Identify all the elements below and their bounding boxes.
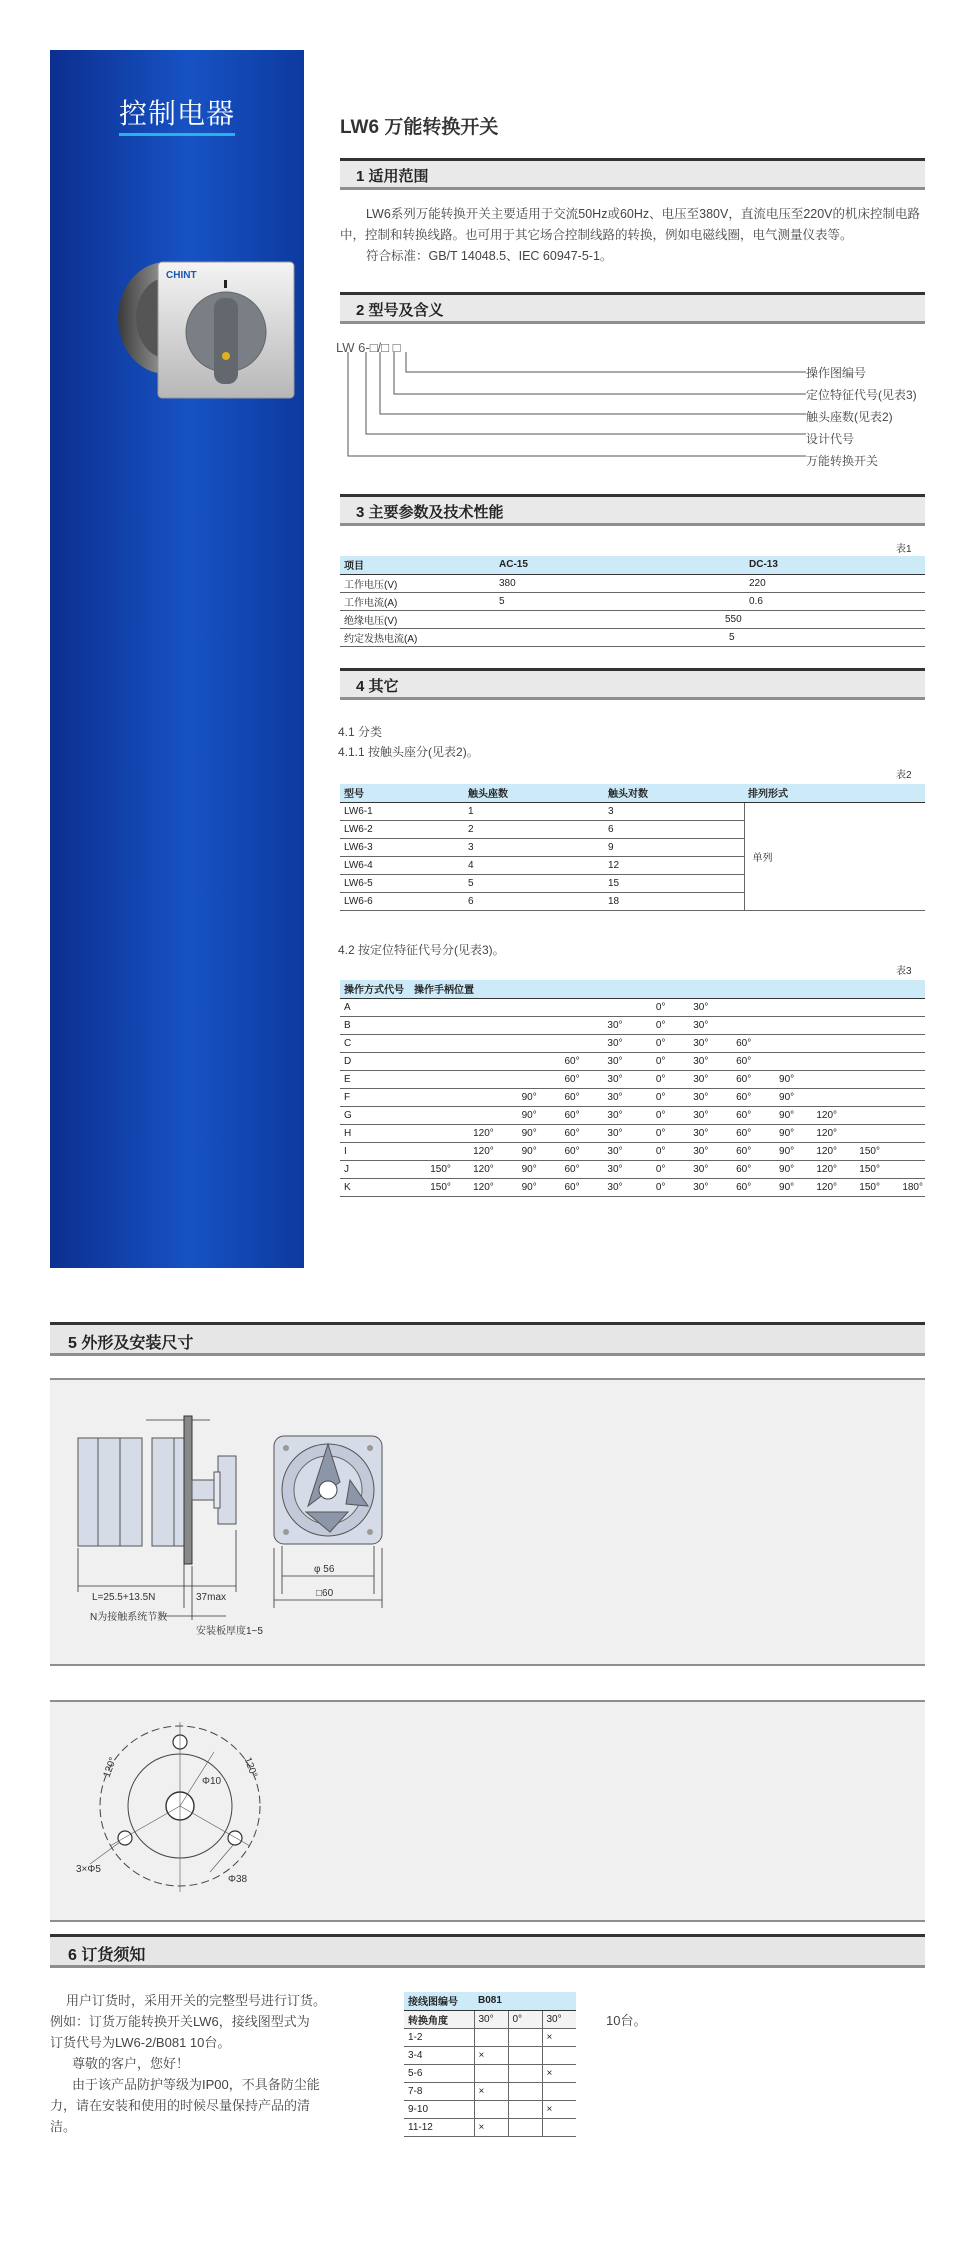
table-row <box>404 2082 576 2100</box>
table-cell: 2 <box>464 820 604 838</box>
angle-cell: 30° <box>667 1142 710 1160</box>
angle-cell <box>710 998 753 1016</box>
table-header-cell: DC-13 <box>745 556 925 574</box>
table-cell: G <box>340 1106 410 1124</box>
table-row <box>340 1016 925 1034</box>
table-cell: LW6-5 <box>340 874 464 892</box>
table1-caption: 表1 <box>896 544 912 555</box>
svg-text:CHINT: CHINT <box>166 270 197 281</box>
table-cell: F <box>340 1088 410 1106</box>
angle-cell: 90° <box>753 1142 796 1160</box>
table-row <box>340 628 925 646</box>
dimension-panel-2 <box>50 1700 925 1922</box>
angle-cell <box>839 1052 882 1070</box>
table-cell: 单列 <box>744 802 925 910</box>
angle-cell: 0° <box>625 1016 668 1034</box>
table-row <box>340 1178 925 1196</box>
angle-cell: 30° <box>582 1052 625 1070</box>
table-row <box>404 2118 576 2136</box>
angle-cell <box>839 1106 882 1124</box>
angle-cell <box>410 1088 453 1106</box>
angle-cell: 30° <box>582 1160 625 1178</box>
order-line: 尊敬的客户，您好！ <box>72 2056 190 2071</box>
table3 <box>340 980 925 1197</box>
angle-cell: 30° <box>667 1088 710 1106</box>
table-cell <box>508 2046 542 2064</box>
table-row <box>404 2064 576 2082</box>
angle-cell: 30° <box>582 1142 625 1160</box>
angle-cell: 30° <box>582 1016 625 1034</box>
table-header-cell: 接线图编号 <box>404 1992 474 2010</box>
angle-cell <box>582 998 625 1016</box>
angle-cell: 30° <box>582 1106 625 1124</box>
sidebar-panel <box>50 50 304 1268</box>
table4 <box>404 1992 576 2137</box>
angle-cell: 0° <box>625 1124 668 1142</box>
table-cell: D <box>340 1052 410 1070</box>
angle-cell: 150° <box>839 1178 882 1196</box>
angle-cell: 60° <box>539 1106 582 1124</box>
angle-cell: 90° <box>496 1088 539 1106</box>
table-cell: LW6-4 <box>340 856 464 874</box>
angle-cell <box>410 1052 453 1070</box>
angle-cell: 30° <box>667 998 710 1016</box>
angle-cell: 30° <box>582 1070 625 1088</box>
table-cell: 绝缘电压(V) <box>340 610 495 628</box>
angle-cell: 90° <box>753 1160 796 1178</box>
table-cell: H <box>340 1124 410 1142</box>
angle-cell <box>796 1016 839 1034</box>
angle-cell: 90° <box>496 1178 539 1196</box>
order-line: 例如：订货万能转换开关LW6，接线图型式为 <box>50 2014 310 2029</box>
angle-cell: 30° <box>667 1052 710 1070</box>
table-header-row <box>340 784 925 802</box>
angle-cell: 60° <box>710 1070 753 1088</box>
angle-cell: 60° <box>710 1052 753 1070</box>
angle-cell: 30° <box>667 1034 710 1052</box>
table-cell: × <box>542 2100 576 2118</box>
table-cell: 220 <box>745 574 925 592</box>
classification: 4.1 分类 <box>338 725 383 739</box>
table-row <box>340 1088 925 1106</box>
angle-cell <box>796 1052 839 1070</box>
angle-cell: 90° <box>496 1106 539 1124</box>
angle-cell: 60° <box>710 1106 753 1124</box>
angle-cell: 90° <box>753 1178 796 1196</box>
angle-cell: 90° <box>496 1124 539 1142</box>
angle-cell: 30° <box>667 1070 710 1088</box>
angle-cell <box>882 1124 925 1142</box>
angle-cell <box>839 998 882 1016</box>
table3-caption: 表3 <box>896 966 912 977</box>
angle-cell: 0° <box>625 1034 668 1052</box>
order-line: 用户订货时，采用开关的完整型号进行订货。 <box>66 1993 327 2008</box>
angle-cell: 60° <box>710 1034 753 1052</box>
dim-label-panel: 安装板厚度1~5 <box>196 1626 263 1637</box>
angle-cell <box>882 1106 925 1124</box>
model-legend-item: 万能转换开关 <box>806 454 879 468</box>
order-line: 力，请在安装和使用的时候尽量保持产品的清 <box>50 2098 311 2113</box>
dim-label-length: L=25.5+13.5N <box>92 1592 156 1603</box>
angle-cell: 0° <box>625 1070 668 1088</box>
model-code: LW 6-□/□ □ <box>336 340 401 355</box>
order-quantity: 10台。 <box>606 2013 647 2028</box>
order-line: 洁。 <box>50 2119 77 2134</box>
table-cell: 30° <box>474 2010 508 2028</box>
angle-cell <box>796 1070 839 1088</box>
table-cell: B <box>340 1016 410 1034</box>
table-row <box>340 1106 925 1124</box>
table-row <box>404 2100 576 2118</box>
angle-cell: 150° <box>839 1142 882 1160</box>
angle-cell <box>539 1016 582 1034</box>
table-row <box>340 1124 925 1142</box>
model-lines <box>336 352 806 472</box>
angle-cell <box>496 1052 539 1070</box>
angle-cell: 30° <box>667 1016 710 1034</box>
section-2-header: 2 型号及含义 <box>340 292 925 324</box>
model-legend-item: 触头座数(见表2) <box>806 410 893 424</box>
dimension-drawing-side <box>50 1380 925 1664</box>
table-cell: × <box>542 2064 576 2082</box>
angle-cell: 60° <box>539 1088 582 1106</box>
table-row <box>340 592 925 610</box>
angle-cell: 0° <box>625 1178 668 1196</box>
table2 <box>340 784 925 911</box>
angle-cell: 120° <box>453 1178 496 1196</box>
table-cell: 1-2 <box>404 2028 474 2046</box>
angle-cell: 30° <box>582 1088 625 1106</box>
angle-cell: 150° <box>410 1178 453 1196</box>
table-cell: LW6-1 <box>340 802 464 820</box>
table-cell: × <box>474 2118 508 2136</box>
angle-cell <box>496 1016 539 1034</box>
table-header-cell: 触头对数 <box>604 784 744 802</box>
angle-cell <box>453 1070 496 1088</box>
angle-cell <box>753 998 796 1016</box>
table-row <box>404 2028 576 2046</box>
angle-cell: 0° <box>625 1088 668 1106</box>
angle-cell <box>882 1052 925 1070</box>
table-cell: 15 <box>604 874 744 892</box>
table2-caption: 表2 <box>896 770 912 781</box>
table-header-row <box>340 980 925 998</box>
angle-cell <box>410 998 453 1016</box>
table-cell: 0° <box>508 2010 542 2028</box>
angle-cell: 0° <box>625 1160 668 1178</box>
table-cell: 0.6 <box>745 592 925 610</box>
angle-cell: 180° <box>882 1178 925 1196</box>
angle-cell: 60° <box>539 1160 582 1178</box>
table-cell: A <box>340 998 410 1016</box>
angle-cell: 120° <box>453 1142 496 1160</box>
angle-cell: 90° <box>496 1160 539 1178</box>
angle-cell: 60° <box>539 1124 582 1142</box>
table-cell: 3 <box>464 838 604 856</box>
section-3-header: 3 主要参数及技术性能 <box>340 494 925 526</box>
angle-cell: 90° <box>496 1142 539 1160</box>
table-header-cell: 项目 <box>340 556 495 574</box>
angle-cell <box>753 1016 796 1034</box>
angle-cell <box>796 998 839 1016</box>
table-cell: K <box>340 1178 410 1196</box>
table-header-row <box>340 556 925 574</box>
angle-cell: 30° <box>582 1178 625 1196</box>
angle-cell <box>410 1106 453 1124</box>
angle-cell: 30° <box>582 1034 625 1052</box>
table-header-cell: 排列形式 <box>744 784 925 802</box>
angle-cell: 60° <box>710 1160 753 1178</box>
dimension-panel-1 <box>50 1378 925 1666</box>
classification-by-seat: 4.1.1 按触头座分(见表2)。 <box>338 745 479 759</box>
angle-cell: 90° <box>753 1088 796 1106</box>
angle-cell: 60° <box>539 1142 582 1160</box>
angle-cell <box>796 1088 839 1106</box>
dim-label-phi56: φ 56 <box>314 1564 335 1575</box>
table-cell: LW6-6 <box>340 892 464 910</box>
angle-cell <box>882 1016 925 1034</box>
angle-cell <box>453 1088 496 1106</box>
angle-cell <box>496 998 539 1016</box>
dim-label-sq60: □60 <box>316 1588 334 1599</box>
angle-cell <box>753 1052 796 1070</box>
table-cell: 11-12 <box>404 2118 474 2136</box>
angle-cell <box>496 1070 539 1088</box>
angle-cell: 60° <box>710 1178 753 1196</box>
angle-cell: 150° <box>410 1160 453 1178</box>
angle-cell <box>410 1124 453 1142</box>
table-row <box>404 2010 576 2028</box>
model-legend-item: 操作图编号 <box>806 366 867 380</box>
table-row <box>340 802 925 820</box>
angle-cell <box>453 1016 496 1034</box>
angle-cell: 90° <box>753 1070 796 1088</box>
angle-cell <box>753 1034 796 1052</box>
sidebar-title: 控制电器 <box>50 92 304 132</box>
table-row <box>340 1142 925 1160</box>
angle-cell: 30° <box>667 1178 710 1196</box>
section-5-header: 5 外形及安装尺寸 <box>50 1322 925 1356</box>
table-row <box>404 2046 576 2064</box>
angle-cell: 60° <box>539 1070 582 1088</box>
table-cell: 5 <box>464 874 604 892</box>
dim-label-phi5: 3×Φ5 <box>76 1864 101 1875</box>
table-cell: 6 <box>464 892 604 910</box>
order-text <box>50 1990 350 2137</box>
angle-cell: 0° <box>625 1106 668 1124</box>
order-line: 由于该产品防护等级为IP00，不具备防尘能 <box>72 2077 320 2092</box>
section-1-header: 1 适用范围 <box>340 158 925 190</box>
table-row <box>340 998 925 1016</box>
angle-cell <box>453 998 496 1016</box>
product-image <box>114 206 310 402</box>
table-cell: × <box>474 2082 508 2100</box>
angle-cell <box>839 1016 882 1034</box>
table1 <box>340 556 925 647</box>
angle-cell <box>882 1142 925 1160</box>
angle-cell <box>539 998 582 1016</box>
table-header-cell: 型号 <box>340 784 464 802</box>
table-cell <box>542 2082 576 2100</box>
table-cell <box>474 2100 508 2118</box>
table-cell: 12 <box>604 856 744 874</box>
angle-cell: 60° <box>710 1124 753 1142</box>
table-header-cell: B081 <box>474 1992 576 2010</box>
scope-paragraph: LW6系列万能转换开关主要适用于交流50Hz或60Hz、电压至380V，直流电压至220V的机床控制电路中，控制和转换线路。也可用于其它场合控制线路的转换，例如电磁线圈，电气测量仪表等。 <box>340 207 921 242</box>
angle-cell <box>710 1016 753 1034</box>
table-cell: 5 <box>495 628 925 646</box>
angle-cell: 30° <box>667 1106 710 1124</box>
table-cell <box>508 2064 542 2082</box>
dimension-drawing-holes <box>50 1702 925 1920</box>
angle-label-right: 120° <box>241 1755 260 1780</box>
table-header-cell: 操作手柄位置 <box>410 980 925 998</box>
angle-cell: 60° <box>539 1178 582 1196</box>
dim-label-phi38: Φ38 <box>228 1874 248 1885</box>
table-cell: 1 <box>464 802 604 820</box>
table-cell: J <box>340 1160 410 1178</box>
scope-standard: 符合标准：GB/T 14048.5、IEC 60947-5-1。 <box>366 249 613 263</box>
model-legend <box>806 362 917 472</box>
table-cell <box>508 2100 542 2118</box>
table-cell <box>542 2118 576 2136</box>
angle-cell <box>453 1034 496 1052</box>
table-cell: 30° <box>542 2010 576 2028</box>
angle-cell <box>496 1034 539 1052</box>
angle-cell: 0° <box>625 1142 668 1160</box>
classification-by-position: 4.2 按定位特征代号分(见表3)。 <box>338 943 505 957</box>
table-cell: 9-10 <box>404 2100 474 2118</box>
angle-cell <box>839 1088 882 1106</box>
angle-cell: 60° <box>539 1052 582 1070</box>
table-cell: 7-8 <box>404 2082 474 2100</box>
table-cell <box>508 2028 542 2046</box>
table-cell <box>542 2046 576 2064</box>
table-cell: LW6-2 <box>340 820 464 838</box>
page-title: LW6 万能转换开关 <box>340 117 499 138</box>
section-4-header: 4 其它 <box>340 668 925 700</box>
angle-cell <box>882 1070 925 1088</box>
table-cell: 3-4 <box>404 2046 474 2064</box>
table-row <box>340 574 925 592</box>
dim-label-37max: 37max <box>196 1592 227 1603</box>
table-cell: × <box>542 2028 576 2046</box>
angle-cell <box>796 1034 839 1052</box>
angle-cell <box>539 1034 582 1052</box>
angle-cell <box>410 1142 453 1160</box>
angle-cell <box>882 998 925 1016</box>
model-legend-item: 定位特征代号(见表3) <box>806 388 917 402</box>
angle-cell <box>839 1070 882 1088</box>
angle-cell <box>882 1088 925 1106</box>
angle-label-left: 120° <box>101 1755 120 1780</box>
angle-cell: 30° <box>667 1160 710 1178</box>
angle-cell: 120° <box>796 1124 839 1142</box>
angle-cell <box>453 1052 496 1070</box>
table-cell <box>508 2082 542 2100</box>
table-cell: 550 <box>495 610 925 628</box>
table-row <box>340 610 925 628</box>
table-header-cell: AC-15 <box>495 556 745 574</box>
angle-cell: 30° <box>667 1124 710 1142</box>
angle-cell: 120° <box>453 1124 496 1142</box>
angle-cell <box>410 1016 453 1034</box>
table-cell <box>474 2064 508 2082</box>
angle-cell: 60° <box>710 1088 753 1106</box>
table-cell: × <box>474 2046 508 2064</box>
table-cell: 转换角度 <box>404 2010 474 2028</box>
order-line: 订货代号为LW6-2/B081 10台。 <box>50 2035 231 2050</box>
table-cell: 3 <box>604 802 744 820</box>
table-row <box>340 1160 925 1178</box>
angle-cell: 30° <box>582 1124 625 1142</box>
angle-cell <box>882 1034 925 1052</box>
table-row <box>340 1034 925 1052</box>
dim-label-phi10: Φ10 <box>202 1776 222 1787</box>
angle-cell: 0° <box>625 998 668 1016</box>
angle-cell: 150° <box>839 1160 882 1178</box>
angle-cell: 60° <box>710 1142 753 1160</box>
table-cell: LW6-3 <box>340 838 464 856</box>
angle-cell <box>453 1106 496 1124</box>
angle-cell <box>410 1070 453 1088</box>
table-header-cell: 操作方式代号 <box>340 980 410 998</box>
model-legend-item: 设计代号 <box>806 432 855 446</box>
table-row <box>340 1052 925 1070</box>
table-header-row <box>404 1992 576 2010</box>
section-6-header: 6 订货须知 <box>50 1934 925 1968</box>
angle-cell: 90° <box>753 1124 796 1142</box>
table-cell: 工作电压(V) <box>340 574 495 592</box>
table-cell: 5 <box>495 592 745 610</box>
table-cell <box>508 2118 542 2136</box>
table-cell: 18 <box>604 892 744 910</box>
angle-cell <box>410 1034 453 1052</box>
table-cell: 6 <box>604 820 744 838</box>
angle-cell: 120° <box>453 1160 496 1178</box>
table-header-cell: 触头座数 <box>464 784 604 802</box>
table-cell: 380 <box>495 574 745 592</box>
dim-label-note: N为接触系统节数 <box>90 1612 168 1623</box>
angle-cell <box>839 1034 882 1052</box>
table-cell: 9 <box>604 838 744 856</box>
table-row <box>340 1070 925 1088</box>
table-cell: E <box>340 1070 410 1088</box>
angle-cell: 90° <box>753 1106 796 1124</box>
table-cell: 约定发热电流(A) <box>340 628 495 646</box>
table-cell: 4 <box>464 856 604 874</box>
table-cell <box>474 2028 508 2046</box>
angle-cell <box>839 1124 882 1142</box>
angle-cell: 120° <box>796 1178 839 1196</box>
angle-cell <box>882 1160 925 1178</box>
table-cell: 5-6 <box>404 2064 474 2082</box>
table-cell: I <box>340 1142 410 1160</box>
angle-cell: 120° <box>796 1142 839 1160</box>
table-cell: 工作电流(A) <box>340 592 495 610</box>
angle-cell: 0° <box>625 1052 668 1070</box>
angle-cell: 120° <box>796 1160 839 1178</box>
angle-cell: 120° <box>796 1106 839 1124</box>
table-cell: C <box>340 1034 410 1052</box>
